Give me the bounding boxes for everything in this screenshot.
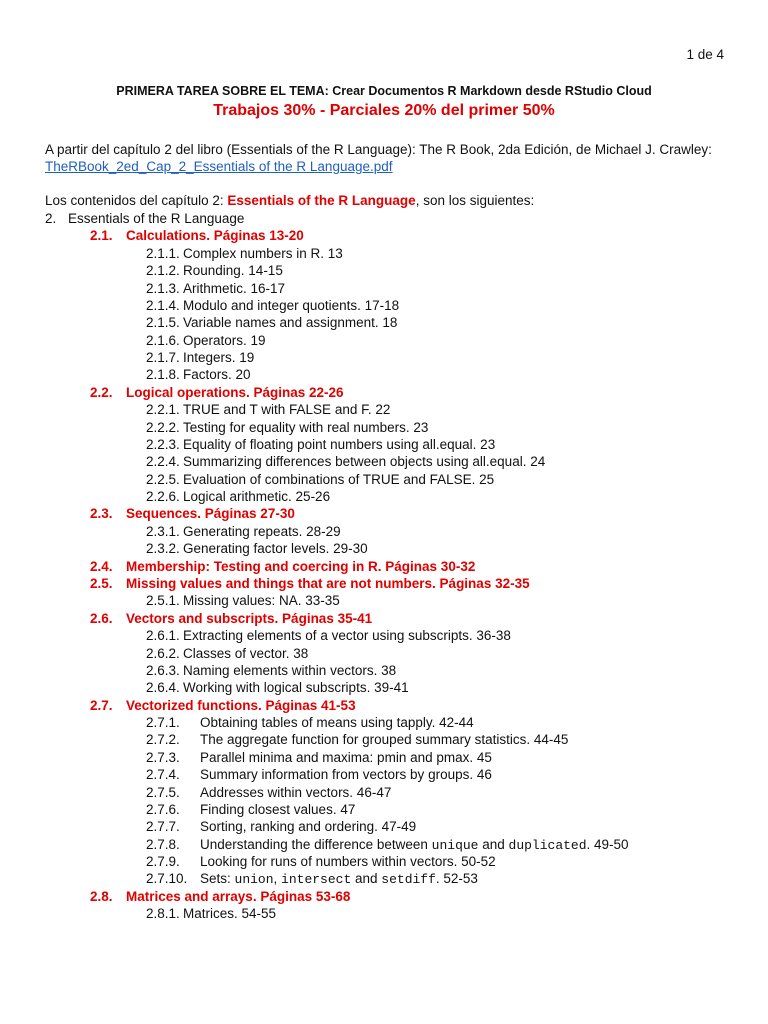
outline-number: 2.3. — [90, 506, 113, 522]
outline-number: 2.6.1. — [146, 628, 180, 644]
outline-number: 2.7. — [90, 697, 113, 713]
outline-text: Logical operations. Páginas 22-26 — [126, 384, 344, 400]
contents-intro-suffix: , son los siguientes: — [415, 193, 535, 208]
outline-number: 2.2.4. — [146, 454, 180, 470]
outline-number: 2. — [45, 211, 57, 226]
outline-text: Logical arithmetic. 25-26 — [183, 489, 331, 505]
outline-number: 2.7.10. — [146, 871, 188, 887]
outline-text: Naming elements within vectors. 38 — [183, 662, 397, 678]
outline-number: 2.2. — [90, 384, 113, 400]
outline-text: Matrices. 54-55 — [183, 906, 277, 922]
contents-intro-prefix: Los contenidos del capítulo 2: — [45, 193, 228, 208]
outline-text: Addresses within vectors. 46-47 — [200, 784, 392, 800]
outline-number: 2.3.1. — [146, 523, 180, 539]
outline-number: 2.7.1. — [146, 715, 180, 731]
outline-text: Membership: Testing and coercing in R. Páginas 30-32 — [126, 558, 476, 574]
outline-number: 2.6.2. — [146, 645, 180, 661]
outline-text: Evaluation of combinations of TRUE and FALSE. 25 — [183, 471, 495, 487]
outline-text: Complex numbers in R. 13 — [183, 245, 343, 261]
outline-number: 2.5.1. — [146, 593, 180, 609]
outline-text: Matrices and arrays. Páginas 53-68 — [126, 888, 351, 904]
outline-text: Finding closest values. 47 — [200, 801, 356, 817]
outline-text: Calculations. Páginas 13-20 — [126, 228, 304, 244]
outline-number: 2.2.6. — [146, 489, 180, 505]
outline-text: Parallel minima and maxima: pmin and pmax. 45 — [200, 749, 492, 765]
outline-text: Integers. 19 — [183, 350, 255, 366]
outline-text: Vectors and subscripts. Páginas 35-41 — [126, 610, 373, 626]
outline-number: 2.7.9. — [146, 854, 180, 870]
outline-number: 2.8.1. — [146, 906, 180, 922]
outline-number: 2.6.4. — [146, 680, 180, 696]
outline-number: 2.1.4. — [146, 297, 180, 313]
outline-number: 2.1.6. — [146, 332, 180, 348]
outline-text: Sorting, ranking and ordering. 47-49 — [200, 819, 417, 835]
outline-text: The aggregate function for grouped summary statistics. 44-45 — [200, 732, 569, 748]
outline-text: Rounding. 14-15 — [183, 263, 283, 279]
outline-number: 2.7.7. — [146, 819, 180, 835]
outline-text: Testing for equality with real numbers. 23 — [183, 419, 429, 435]
outline-number: 2.1. — [90, 228, 113, 244]
outline-number: 2.7.2. — [146, 732, 180, 748]
outline-number: 2.2.1. — [146, 402, 180, 418]
outline-text: Variable names and assignment. 18 — [183, 315, 398, 331]
assignment-title: PRIMERA TAREA SOBRE EL TEMA: Crear Documentos R Markdown desde RStudio Cloud — [116, 84, 652, 98]
outline-number: 2.6. — [90, 610, 113, 626]
outline-text: Sequences. Páginas 27-30 — [126, 506, 295, 522]
outline-number: 2.1.2. — [146, 263, 180, 279]
chapter-name: Essentials of the R Language — [227, 193, 416, 208]
outline-text: Equality of floating point numbers using all.equal. 23 — [183, 436, 496, 452]
pdf-link[interactable]: TheRBook_2ed_Cap_2_Essentials of the R Language.pdf — [45, 159, 393, 174]
outline-number: 2.1.1. — [146, 245, 180, 261]
outline-text: Obtaining tables of means using tapply. 42-44 — [200, 715, 474, 731]
outline-text: Summarizing differences between objects using all.equal. 24 — [183, 454, 546, 470]
outline-text: Factors. 20 — [183, 367, 251, 383]
outline-text: Sets: union, intersect and setdiff. 52-53 — [200, 871, 478, 888]
outline-text: Working with logical subscripts. 39-41 — [183, 680, 409, 696]
outline-text: Operators. 19 — [183, 332, 266, 348]
outline-number: 2.2.3. — [146, 436, 180, 452]
contents-intro — [45, 193, 534, 208]
outline-text: Generating factor levels. 29-30 — [183, 541, 368, 557]
outline-number: 2.2.5. — [146, 471, 180, 487]
outline-number: 2.2.2. — [146, 419, 180, 435]
outline-text: Looking for runs of numbers within vectors. 50-52 — [200, 854, 496, 870]
outline-number: 2.6.3. — [146, 662, 180, 678]
outline-number: 2.7.4. — [146, 767, 180, 783]
grading-subtitle: Trabajos 30% - Parciales 20% del primer 50% — [213, 102, 555, 119]
outline-number: 2.7.3. — [146, 749, 180, 765]
outline-text: Understanding the difference between unique and duplicated. 49-50 — [200, 836, 629, 853]
outline-number: 2.3.2. — [146, 541, 180, 557]
outline-number: 2.1.7. — [146, 350, 180, 366]
outline-number: 2.1.8. — [146, 367, 180, 383]
outline-text: Missing values: NA. 33-35 — [183, 593, 340, 609]
outline-number: 2.7.6. — [146, 801, 180, 817]
outline-text: Missing values and things that are not numbers. Páginas 32-35 — [126, 575, 530, 591]
outline-number: 2.1.3. — [146, 280, 180, 296]
outline-number: 2.8. — [90, 888, 113, 904]
outline-text: Vectorized functions. Páginas 41-53 — [126, 697, 356, 713]
outline-text: Extracting elements of a vector using subscripts. 36-38 — [183, 628, 511, 644]
outline-text: TRUE and T with FALSE and F. 22 — [183, 402, 391, 418]
outline-number: 2.7.8. — [146, 836, 180, 852]
outline-text: Generating repeats. 28-29 — [183, 523, 341, 539]
outline-number: 2.5. — [90, 575, 113, 591]
outline-text: Essentials of the R Language — [68, 211, 245, 226]
outline-number: 2.4. — [90, 558, 113, 574]
outline-text: Summary information from vectors by groups. 46 — [200, 767, 492, 783]
outline-number: 2.1.5. — [146, 315, 180, 331]
outline-text: Modulo and integer quotients. 17-18 — [183, 297, 400, 313]
outline-text: Classes of vector. 38 — [183, 645, 309, 661]
outline-number: 2.7.5. — [146, 784, 180, 800]
outline-text: Arithmetic. 16-17 — [183, 280, 286, 296]
page-number: 1 de 4 — [686, 47, 724, 62]
intro-text: A partir del capítulo 2 del libro (Essentials of the R Language): The R Book, 2da Edición, de Michael J. Crawley: — [45, 142, 712, 157]
